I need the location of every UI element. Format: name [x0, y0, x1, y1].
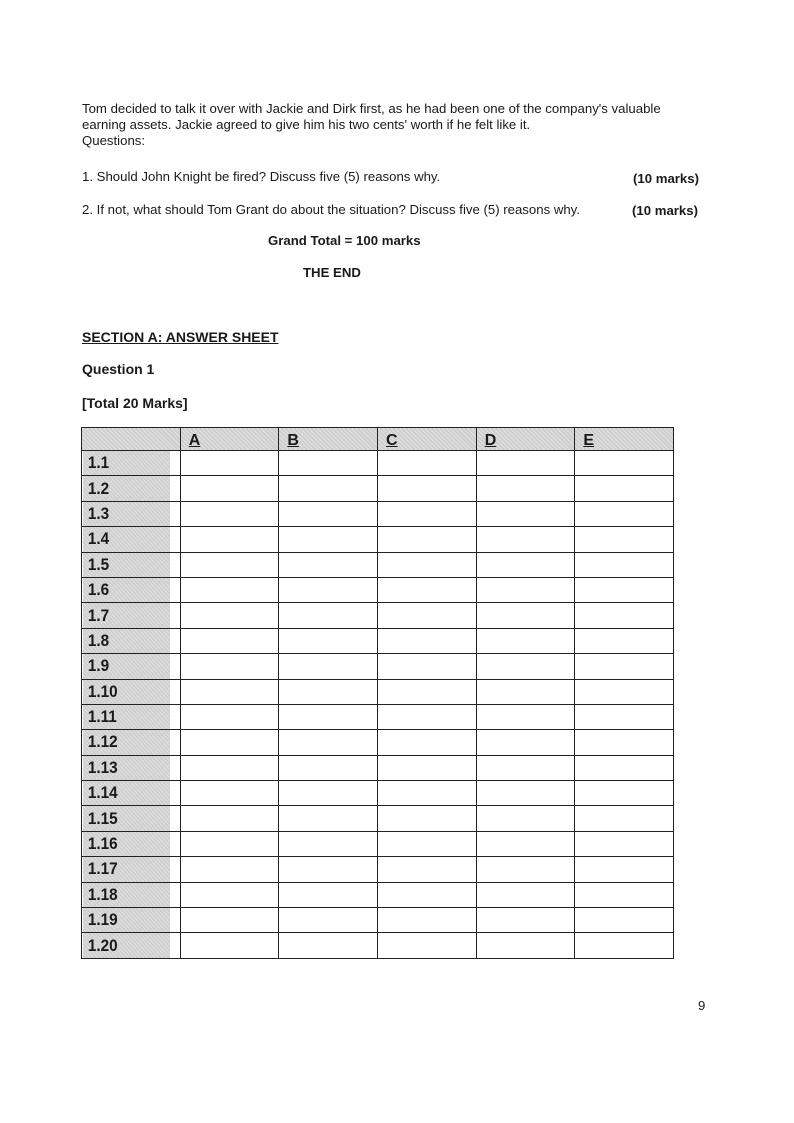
answer-cell-e[interactable] — [575, 628, 674, 653]
answer-cell-e[interactable] — [575, 577, 674, 602]
answer-cell-a[interactable] — [180, 857, 279, 882]
answer-cell-a[interactable] — [180, 501, 279, 526]
row-label: 1.12 — [82, 730, 171, 755]
the-end: THE END — [303, 265, 361, 280]
answer-cell-c[interactable] — [378, 628, 477, 653]
answer-cell-c[interactable] — [378, 451, 477, 476]
grid-corner — [82, 428, 181, 451]
answer-cell-c[interactable] — [378, 603, 477, 628]
row-label: 1.8 — [82, 628, 171, 653]
row-label: 1.3 — [82, 501, 171, 526]
table-row — [82, 476, 674, 501]
answer-cell-b[interactable] — [279, 933, 378, 958]
answer-cell-b[interactable] — [279, 451, 378, 476]
answer-cell-c[interactable] — [378, 476, 477, 501]
row-label: 1.2 — [82, 476, 171, 501]
answer-cell-a[interactable] — [180, 628, 279, 653]
row-label: 1.1 — [82, 451, 171, 476]
answer-cell-b[interactable] — [279, 704, 378, 729]
answer-cell-b[interactable] — [279, 857, 378, 882]
column-header-e: E — [575, 428, 674, 451]
table-row — [82, 831, 674, 856]
answer-cell-c[interactable] — [378, 527, 477, 552]
answer-cell-d[interactable] — [476, 527, 575, 552]
answer-cell-e[interactable] — [575, 527, 674, 552]
answer-cell-b[interactable] — [279, 552, 378, 577]
answer-cell-b[interactable] — [279, 501, 378, 526]
row-label: 1.10 — [82, 679, 171, 704]
answer-cell-a[interactable] — [180, 577, 279, 602]
answer-cell-b[interactable] — [279, 882, 378, 907]
table-row — [82, 730, 674, 755]
answer-cell-a[interactable] — [180, 451, 279, 476]
answer-cell-a[interactable] — [180, 476, 279, 501]
answer-cell-d[interactable] — [476, 552, 575, 577]
answer-cell-b[interactable] — [279, 806, 378, 831]
row-label: 1.9 — [82, 654, 171, 679]
column-header-a: A — [180, 428, 279, 451]
answer-cell-b[interactable] — [279, 527, 378, 552]
table-row — [82, 933, 674, 958]
intro-line-1: Tom decided to talk it over with Jackie and Dirk first, as he had been one of the company's valuable — [82, 101, 661, 116]
row-label: 1.15 — [82, 806, 171, 831]
answer-cell-a[interactable] — [180, 781, 279, 806]
row-label: 1.13 — [82, 755, 171, 780]
answer-cell-b[interactable] — [279, 781, 378, 806]
question-1: 1. Should John Knight be fired? Discuss five (5) reasons why. — [82, 169, 441, 184]
question-2-marks: (10 marks) — [632, 203, 698, 218]
answer-cell-c[interactable] — [378, 704, 477, 729]
answer-cell-e[interactable] — [575, 908, 674, 933]
answer-cell-d[interactable] — [476, 831, 575, 856]
row-label: 1.5 — [82, 552, 171, 577]
answer-cell-c[interactable] — [378, 882, 477, 907]
answer-cell-b[interactable] — [279, 577, 378, 602]
answer-cell-e[interactable] — [575, 933, 674, 958]
answer-cell-e[interactable] — [575, 831, 674, 856]
answer-cell-c[interactable] — [378, 857, 477, 882]
answer-cell-b[interactable] — [279, 908, 378, 933]
grand-total: Grand Total = 100 marks — [268, 233, 421, 248]
answer-cell-c[interactable] — [378, 908, 477, 933]
intro-line-2: earning assets. Jackie agreed to give him his two cents' worth if he felt like it. — [82, 117, 531, 132]
row-label: 1.11 — [82, 704, 171, 729]
row-label: 1.14 — [82, 781, 171, 806]
answer-cell-a[interactable] — [180, 908, 279, 933]
answer-cell-d[interactable] — [476, 857, 575, 882]
answer-cell-c[interactable] — [378, 831, 477, 856]
answer-cell-d[interactable] — [476, 730, 575, 755]
table-row — [82, 755, 674, 780]
answer-cell-a[interactable] — [180, 806, 279, 831]
table-row — [82, 527, 674, 552]
page-number: 9 — [698, 998, 706, 1013]
table-row — [82, 654, 674, 679]
row-label: 1.16 — [82, 831, 171, 856]
answer-cell-e[interactable] — [575, 501, 674, 526]
questions-label: Questions: — [82, 133, 146, 148]
answer-cell-b[interactable] — [279, 679, 378, 704]
answer-cell-c[interactable] — [378, 730, 477, 755]
answer-cell-b[interactable] — [279, 730, 378, 755]
answer-cell-c[interactable] — [378, 755, 477, 780]
answer-cell-a[interactable] — [180, 603, 279, 628]
answer-cell-c[interactable] — [378, 577, 477, 602]
answer-cell-b[interactable] — [279, 831, 378, 856]
answer-cell-e[interactable] — [575, 781, 674, 806]
answer-cell-c[interactable] — [378, 933, 477, 958]
answer-cell-a[interactable] — [180, 527, 279, 552]
row-label: 1.19 — [82, 908, 171, 933]
answer-cell-e[interactable] — [575, 476, 674, 501]
row-label: 1.18 — [82, 882, 171, 907]
answer-cell-a[interactable] — [180, 831, 279, 856]
answer-cell-b[interactable] — [279, 603, 378, 628]
answer-cell-c[interactable] — [378, 654, 477, 679]
answer-sheet-heading: SECTION A: ANSWER SHEET — [82, 329, 279, 345]
row-label: 1.17 — [82, 857, 171, 882]
answer-cell-d[interactable] — [476, 781, 575, 806]
table-row — [82, 577, 674, 602]
answer-cell-d[interactable] — [476, 908, 575, 933]
table-row — [82, 882, 674, 907]
answer-cell-a[interactable] — [180, 882, 279, 907]
row-label: 1.4 — [82, 527, 171, 552]
answer-cell-a[interactable] — [180, 679, 279, 704]
grid-header-row — [82, 428, 674, 451]
answer-cell-e[interactable] — [575, 730, 674, 755]
answer-cell-a[interactable] — [180, 755, 279, 780]
table-row — [82, 552, 674, 577]
answer-cell-e[interactable] — [575, 679, 674, 704]
answer-cell-c[interactable] — [378, 552, 477, 577]
answer-cell-e[interactable] — [575, 704, 674, 729]
table-row — [82, 908, 674, 933]
table-row — [82, 857, 674, 882]
answer-cell-c[interactable] — [378, 781, 477, 806]
answer-cell-e[interactable] — [575, 882, 674, 907]
answer-cell-c[interactable] — [378, 679, 477, 704]
table-row — [82, 603, 674, 628]
answer-cell-d[interactable] — [476, 806, 575, 831]
table-row — [82, 628, 674, 653]
answer-cell-d[interactable] — [476, 577, 575, 602]
answer-cell-d[interactable] — [476, 704, 575, 729]
answer-cell-d[interactable] — [476, 476, 575, 501]
question-heading: Question 1 — [82, 361, 155, 377]
answer-cell-e[interactable] — [575, 451, 674, 476]
answer-cell-b[interactable] — [279, 755, 378, 780]
answer-cell-d[interactable] — [476, 654, 575, 679]
answer-cell-d[interactable] — [476, 628, 575, 653]
column-header-d: D — [476, 428, 575, 451]
question-1-marks: (10 marks) — [633, 171, 699, 186]
answer-cell-d[interactable] — [476, 755, 575, 780]
table-row — [82, 501, 674, 526]
answer-cell-b[interactable] — [279, 476, 378, 501]
answer-cell-b[interactable] — [279, 628, 378, 653]
answer-cell-d[interactable] — [476, 603, 575, 628]
answer-grid — [81, 427, 674, 959]
answer-cell-e[interactable] — [575, 755, 674, 780]
answer-cell-e[interactable] — [575, 552, 674, 577]
table-row — [82, 806, 674, 831]
answer-cell-d[interactable] — [476, 933, 575, 958]
answer-cell-b[interactable] — [279, 654, 378, 679]
table-row — [82, 781, 674, 806]
answer-cell-d[interactable] — [476, 679, 575, 704]
column-header-c: C — [378, 428, 477, 451]
answer-cell-a[interactable] — [180, 933, 279, 958]
answer-cell-d[interactable] — [476, 501, 575, 526]
answer-cell-e[interactable] — [575, 806, 674, 831]
answer-cell-e[interactable] — [575, 857, 674, 882]
column-header-b: B — [279, 428, 378, 451]
total-marks: [Total 20 Marks] — [82, 395, 188, 411]
row-label: 1.6 — [82, 577, 171, 602]
question-2: 2. If not, what should Tom Grant do about the situation? Discuss five (5) reasons why. — [82, 202, 580, 217]
answer-cell-a[interactable] — [180, 654, 279, 679]
answer-cell-a[interactable] — [180, 704, 279, 729]
answer-cell-c[interactable] — [378, 501, 477, 526]
table-row — [82, 679, 674, 704]
row-label: 1.20 — [82, 933, 171, 958]
answer-cell-e[interactable] — [575, 603, 674, 628]
row-label: 1.7 — [82, 603, 171, 628]
answer-cell-e[interactable] — [575, 654, 674, 679]
table-row — [82, 451, 674, 476]
answer-cell-a[interactable] — [180, 552, 279, 577]
table-row — [82, 704, 674, 729]
answer-cell-d[interactable] — [476, 451, 575, 476]
answer-cell-c[interactable] — [378, 806, 477, 831]
answer-cell-d[interactable] — [476, 882, 575, 907]
answer-cell-a[interactable] — [180, 730, 279, 755]
